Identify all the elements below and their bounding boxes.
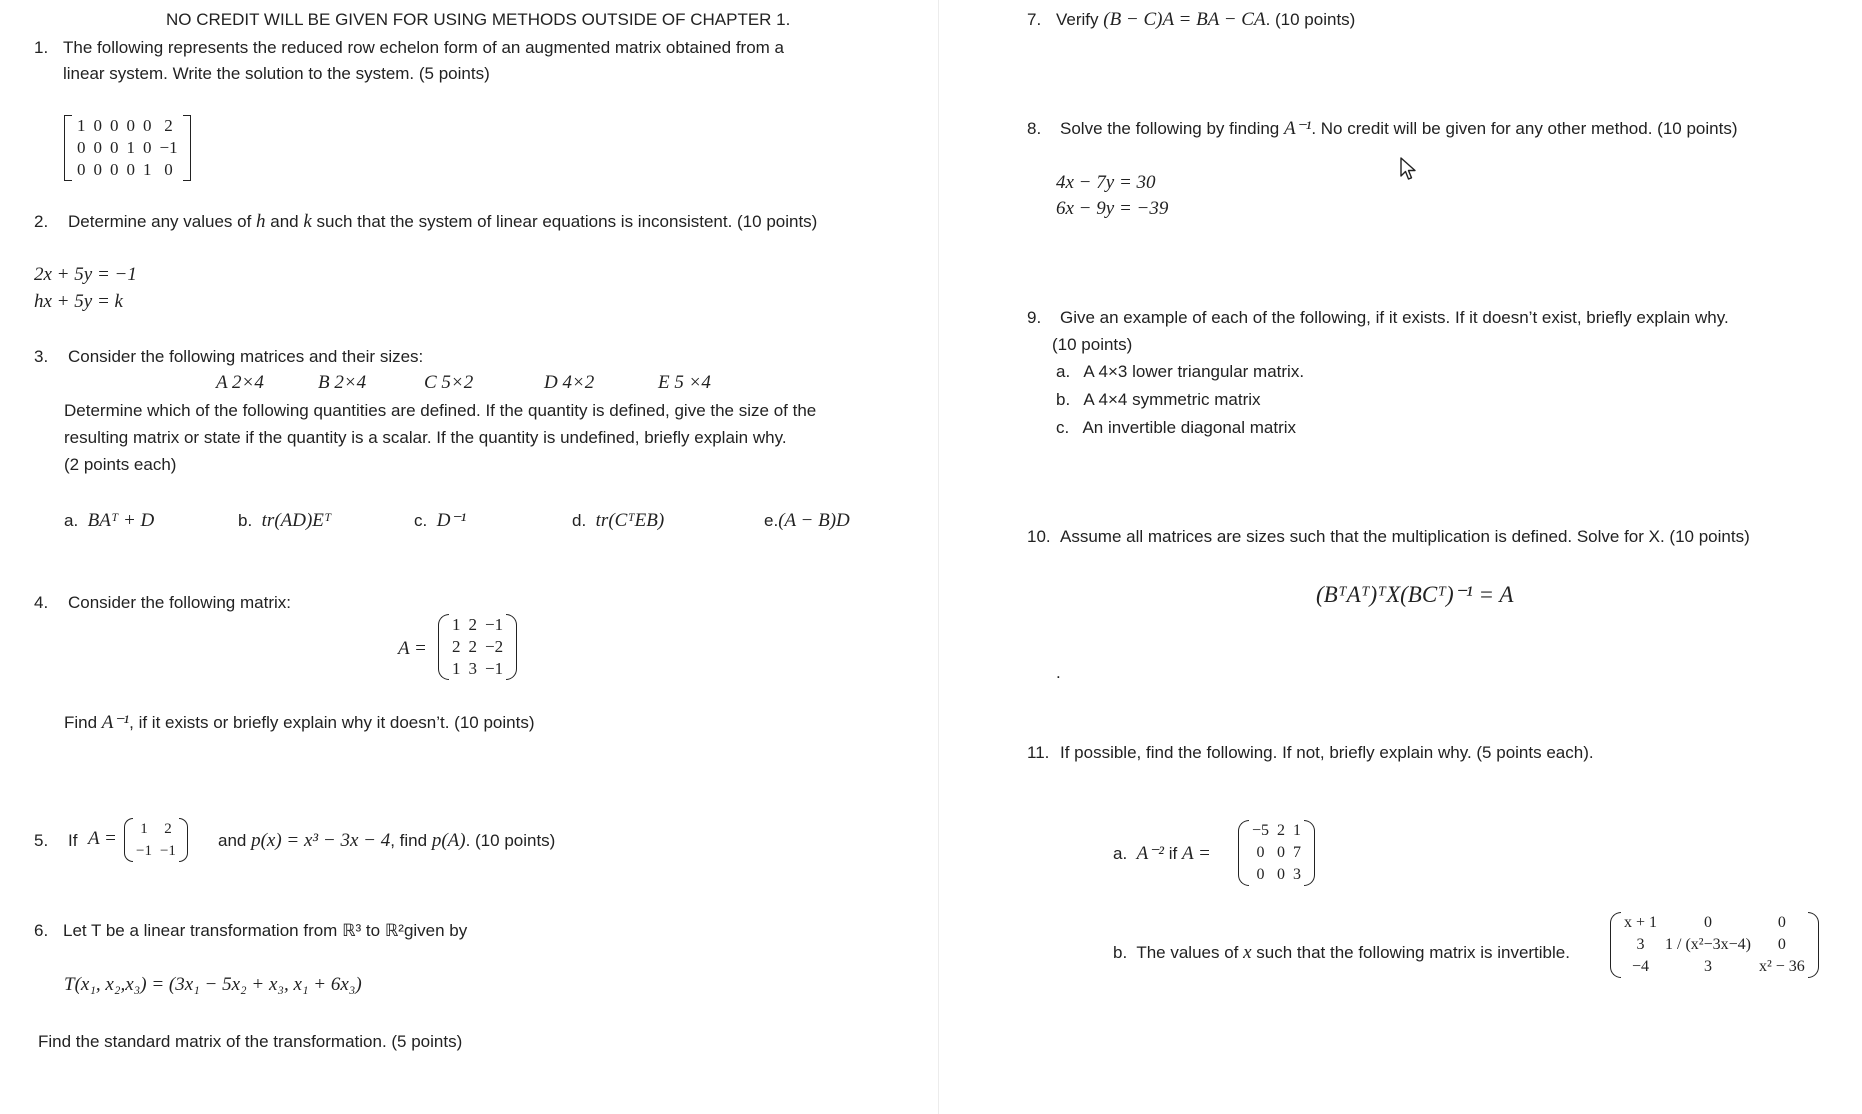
q1-matrix-cell: 0 xyxy=(77,138,86,157)
q5-matrix-cell: −1 xyxy=(159,843,176,859)
q3-text: Consider the following matrices and their sizes: xyxy=(68,347,424,366)
q11b-matrix-cell: 1 / (x²−3x−4) xyxy=(1665,936,1751,953)
q4-matrix-row xyxy=(448,614,507,636)
q11a-matrix-row xyxy=(1248,820,1305,842)
q1-matrix-cell: −1 xyxy=(159,138,178,157)
q9-text: Give an example of each of the following, if it exists. If it doesn’t exist, briefly explain why. xyxy=(1060,308,1729,327)
q3-size-c: C 5×2 xyxy=(424,372,474,393)
q1-matrix-row xyxy=(73,115,182,137)
q4-matrix-cell: 1 xyxy=(452,659,461,678)
q5-rest: and p(x) = x³ − 3x − 4, find p(A). (10 points) xyxy=(218,830,556,851)
q11a-matrix-cell: 0 xyxy=(1256,844,1265,861)
q7-number: 7. xyxy=(1027,10,1042,29)
q1-augmented-matrix xyxy=(64,115,191,181)
q3-text-line4: (2 points each) xyxy=(64,455,177,474)
q4-matrix-lhs: A = xyxy=(398,638,427,659)
q11a-matrix-cell: 7 xyxy=(1293,844,1302,861)
q10-equation: (BᵀAᵀ)ᵀX(BCᵀ)⁻¹ = A xyxy=(1316,582,1514,607)
q11a-matrix-cell: 0 xyxy=(1256,866,1265,883)
q2-text: Determine any values of h and k such that the system of linear equations is inconsistent. (10 points) xyxy=(68,211,818,232)
q1-matrix-cell: 0 xyxy=(164,160,173,179)
q3-size-e: E 5 ×4 xyxy=(658,372,711,393)
q1-matrix-cell: 0 xyxy=(126,160,135,179)
q5-matrix-cell: −1 xyxy=(136,843,152,859)
q1-matrix-cell: 1 xyxy=(126,138,135,157)
q1-matrix-cell: 0 xyxy=(143,116,152,135)
q4-find: Find A⁻¹, if it exists or briefly explain why it doesn’t. (10 points) xyxy=(64,712,535,733)
exam-header: NO CREDIT WILL BE GIVEN FOR USING METHODS OUTSIDE OF CHAPTER 1. xyxy=(166,10,791,29)
q1-text-line1: The following represents the reduced row echelon form of an augmented matrix obtained from a xyxy=(63,38,785,57)
q5-number: 5. xyxy=(34,831,49,850)
mouse-pointer-icon xyxy=(1400,157,1418,181)
q11a-matrix-row xyxy=(1248,842,1305,864)
q6-find: Find the standard matrix of the transformation. (5 points) xyxy=(38,1032,463,1051)
q5-matrix-row xyxy=(132,840,180,862)
q1-matrix-cell: 0 xyxy=(93,138,102,157)
q9-number: 9. xyxy=(1027,308,1042,327)
q6-text: Let T be a linear transformation from ℝ³ to ℝ²given by xyxy=(63,921,468,940)
q11b-matrix-cell: 3 xyxy=(1704,958,1712,975)
q4-matrix-cell: 2 xyxy=(468,615,477,634)
q1-matrix-cell: 0 xyxy=(143,138,152,157)
q11a-matrix-cell: 2 xyxy=(1277,822,1286,839)
q8-text: Solve the following by finding A⁻¹. No credit will be given for any other method. (10 points) xyxy=(1060,118,1738,139)
q11a-matrix-row xyxy=(1248,864,1305,886)
q10-text: Assume all matrices are sizes such that the multiplication is defined. Solve for X. (10 points) xyxy=(1060,527,1750,546)
q11b-matrix-row xyxy=(1620,956,1809,978)
q4-matrix-cell: −1 xyxy=(485,615,504,634)
q1-matrix-cell: 0 xyxy=(110,160,119,179)
q11a-matrix-cell: 3 xyxy=(1293,866,1302,883)
q1-matrix-row xyxy=(73,137,182,159)
q6-formula: T(x₁, x₂,x₃) = (3x₁ − 5x₂ + x₃, x₁ + 6x₃) xyxy=(64,974,362,995)
q2-equation-2: hx + 5y = k xyxy=(34,291,123,312)
q4-matrix-cell: −2 xyxy=(485,637,504,656)
q5-if: If xyxy=(68,831,78,850)
q2-equation-1: 2x + 5y = −1 xyxy=(34,264,137,285)
q4-matrix-cell: 1 xyxy=(452,615,461,634)
column-divider xyxy=(938,0,939,1114)
q4-matrix-cell: 3 xyxy=(468,659,477,678)
q1-matrix-cell: 0 xyxy=(77,160,86,179)
q5-matrix-row xyxy=(132,818,180,840)
q4-matrix xyxy=(438,614,517,680)
q5-matrix-lhs: A = xyxy=(88,828,117,849)
q11b-matrix-cell: 3 xyxy=(1636,936,1645,953)
q11a-prompt: a. A⁻² if A = xyxy=(1113,843,1211,864)
q8-equation-2: 6x − 9y = −39 xyxy=(1056,198,1169,219)
q11b-matrix-cell: 0 xyxy=(1704,914,1712,931)
q4-text: Consider the following matrix: xyxy=(68,593,291,612)
q8-equation-1: 4x − 7y = 30 xyxy=(1056,172,1156,193)
q5-matrix xyxy=(124,818,188,862)
q9-part-b: b. A 4×4 symmetric matrix xyxy=(1056,390,1261,409)
q11-number: 11. xyxy=(1027,743,1050,762)
q11a-matrix-cell: 0 xyxy=(1277,866,1286,883)
q4-matrix-cell: −1 xyxy=(485,659,504,678)
q1-matrix-cell: 0 xyxy=(110,138,119,157)
q11b-matrix-cell: x² − 36 xyxy=(1758,958,1805,975)
q11a-matrix-cell: 0 xyxy=(1277,844,1286,861)
q1-text-line2: linear system. Write the solution to the system. (5 points) xyxy=(63,64,490,83)
q11b-matrix-cell: 0 xyxy=(1777,914,1786,931)
q4-number: 4. xyxy=(34,593,49,612)
q11b-matrix-cell: 0 xyxy=(1777,936,1786,953)
q11a-matrix xyxy=(1238,820,1315,886)
q11b-matrix-cell: −4 xyxy=(1632,958,1650,975)
q3-part-c: c. D⁻¹ xyxy=(414,510,467,531)
q3-part-e: e.(A − B)D xyxy=(764,510,850,531)
q4-matrix-cell: 2 xyxy=(468,637,477,656)
q1-matrix-cell: 2 xyxy=(164,116,173,135)
q10-dot: . xyxy=(1056,663,1061,682)
q11b-matrix-row xyxy=(1620,912,1809,934)
q6-number: 6. xyxy=(34,921,49,940)
q3-part-a: a. BAᵀ + D xyxy=(64,510,155,531)
q11-text: If possible, find the following. If not, briefly explain why. (5 points each). xyxy=(1060,743,1594,762)
q9-part-a: a. A 4×3 lower triangular matrix. xyxy=(1056,362,1305,381)
q11a-matrix-cell: −5 xyxy=(1252,822,1270,839)
q1-matrix-row xyxy=(73,159,182,181)
q4-matrix-cell: 2 xyxy=(452,637,461,656)
q3-number: 3. xyxy=(34,347,49,366)
q11b-matrix-cell: x + 1 xyxy=(1624,914,1658,931)
q1-matrix-cell: 0 xyxy=(110,116,119,135)
q11b-matrix-row xyxy=(1620,934,1809,956)
q1-matrix-cell: 1 xyxy=(143,160,152,179)
q3-text-line2: Determine which of the following quantities are defined. If the quantity is defined, give the size of the xyxy=(64,401,817,420)
q3-size-d: D 4×2 xyxy=(544,372,595,393)
q8-number: 8. xyxy=(1027,119,1042,138)
q1-number: 1. xyxy=(34,38,49,57)
q3-part-d: d. tr(CᵀEB) xyxy=(572,510,665,531)
q4-matrix-row xyxy=(448,636,507,658)
q11b-matrix xyxy=(1610,912,1819,978)
q10-number: 10. xyxy=(1027,527,1051,546)
q3-size-a: A 2×4 xyxy=(216,372,264,393)
q1-matrix-cell: 0 xyxy=(126,116,135,135)
q3-size-b: B 2×4 xyxy=(318,372,367,393)
q1-matrix-cell: 0 xyxy=(93,160,102,179)
q11b-prompt: b. The values of x such that the following matrix is invertible. xyxy=(1113,942,1570,963)
q9-points: (10 points) xyxy=(1052,335,1133,354)
q5-matrix-cell: 2 xyxy=(164,821,172,837)
q3-text-line3: resulting matrix or state if the quantity is a scalar. If the quantity is undefined, briefly explain why. xyxy=(64,428,787,447)
q5-matrix-cell: 1 xyxy=(140,821,148,837)
q7-text: Verify (B − C)A = BA − CA. (10 points) xyxy=(1056,9,1356,30)
q9-part-c: c. An invertible diagonal matrix xyxy=(1056,418,1297,437)
q1-matrix-cell: 1 xyxy=(77,116,86,135)
q3-part-b: b. tr(AD)Eᵀ xyxy=(238,510,332,531)
q11a-matrix-cell: 1 xyxy=(1293,822,1302,839)
q2-number: 2. xyxy=(34,212,49,231)
q4-matrix-row xyxy=(448,658,507,680)
q1-matrix-cell: 0 xyxy=(93,116,102,135)
